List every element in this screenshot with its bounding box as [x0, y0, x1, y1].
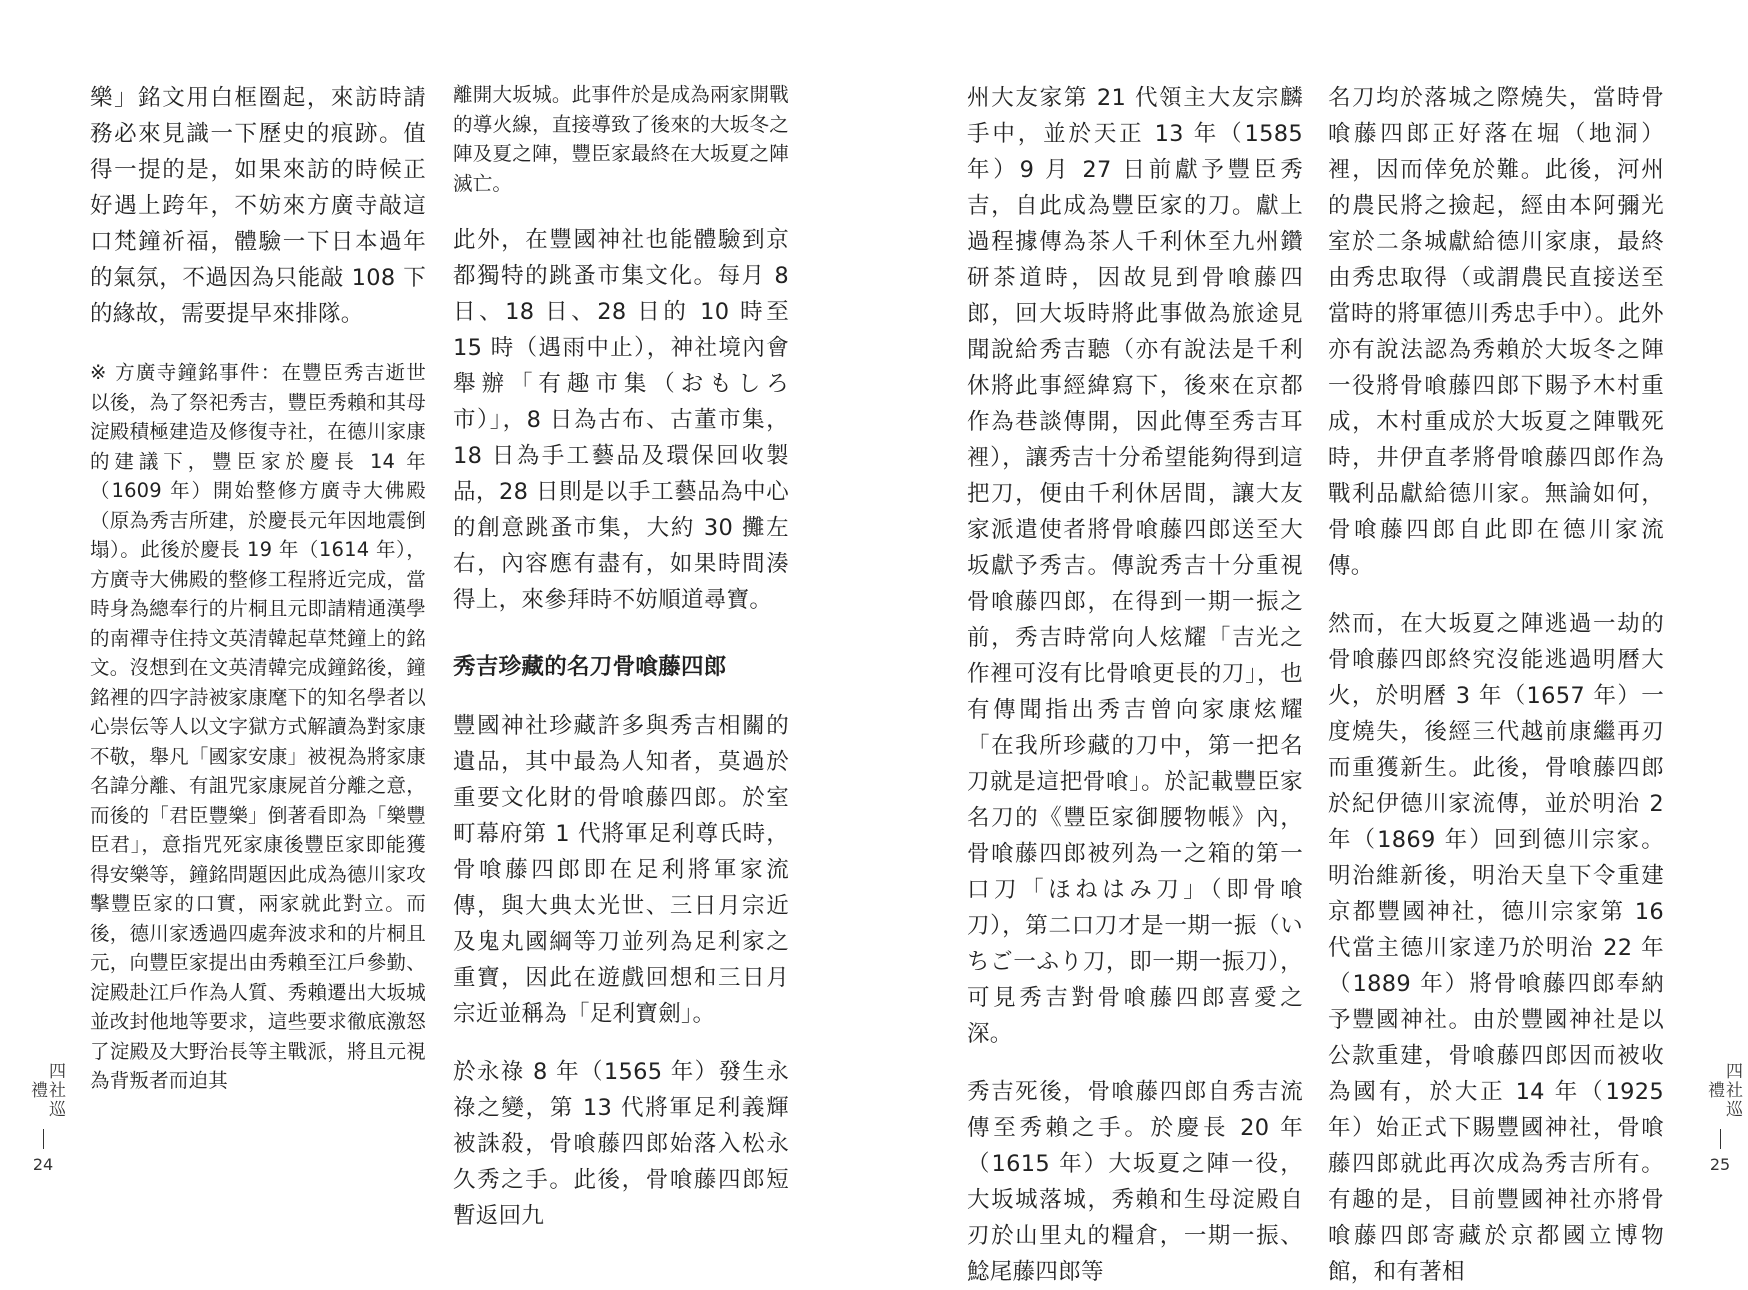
paragraph-eiroku-incident: 於永祿 8 年（1565 年）發生永祿之變，第 13 代將軍足利義輝被誅殺，骨喰藤四郎始落入松永久秀之手。此後，骨喰藤四郎短暫返回九	[453, 1059, 789, 1229]
paragraph-flea-market: 此外，在豐國神社也能體驗到京都獨特的跳蚤市集文化。每月 8 日、18 日、28 日的 10 時至 15 時（遇雨中止），神社境內會舉辦「有趣市集（おもしろ市）」，8 日為古布、古董市集，18 日為手工藝品及環保回收製品，28 日則是以手工藝品為中心的創意跳蚤市集，大約 30 攤左右，內容應有盡有，如果時間湊得上，來參拜時不妨順道尋寶。	[453, 227, 789, 613]
paragraph-survival: 名刀均於落城之際燒失，當時骨喰藤四郎正好落在堀（地洞）裡，因而倖免於難。此後，河州的農民將之撿起，經由本阿彌光室於二条城獻給德川家康，最終由秀忠取得（或謂農民直接送至當時的將軍德川秀忠手中）。此外亦有說法認為秀賴於大坂冬之陣一役將骨喰藤四郎下賜予木村重成，木村重成於大坂夏之陣戰死時，井伊直孝將骨喰藤四郎作為戰利品獻給德川家。無論如何，骨喰藤四郎自此即在德川家流傳。	[1328, 85, 1664, 579]
left-side-divider	[43, 1129, 44, 1149]
paragraph-after-hideyoshi: 秀吉死後，骨喰藤四郎自秀吉流傳至秀賴之手。於慶長 20 年（1615 年）大坂夏之陣一役，大坂城落城，秀賴和生母淀殿自刃於山里丸的糧倉，一期一振、鯰尾藤四郎等	[967, 1079, 1303, 1285]
footnote-bell-inscription-incident: ※ 方廣寺鐘銘事件：在豐臣秀吉逝世以後，為了祭祀秀吉，豐臣秀賴和其母淀殿積極建造及修復寺社，在德川家康的建議下，豐臣家於慶長 14 年（1609 年）開始整修方廣寺大佛殿（原為秀吉所建，於慶長元年因地震倒塌）。此後於慶長 19 年（1614 年），方廣寺大佛殿的整修工程將近完成，當時身為總奉行的片桐且元即請精通漢學的南禪寺住持文英清韓起草梵鐘上的銘文。沒想到在文英清韓完成鐘銘後，鐘銘裡的四字詩被家康麾下的知名學者以心崇伝等人以文字獄方式解讀為對家康不敬，舉凡「國家安康」被視為將家康名諱分離、有詛咒家康屍首分離之意，而後的「君臣豐樂」倒著看即為「樂豐臣君」，意指咒死家康後豐臣家即能獲得安樂等，鐘銘問題因此成為德川家攻擊豐臣家的口實，兩家就此對立。而後，德川家透過四處奔波求和的片桐且元，向豐臣家提出由秀賴至江戶參勤、淀殿赴江戶作為人質、秀賴遷出大坂城並改封他地等要求，這些要求徹底激怒了淀殿及大野治長等主戰派，將且元視為背叛者而迫其	[90, 361, 426, 1092]
left-page-marker	[27, 1055, 65, 1174]
right-page-number: 25	[1709, 1155, 1731, 1174]
left-column-2	[453, 80, 789, 1234]
right-page-marker	[1704, 1055, 1742, 1174]
paragraph-bell-visit: 樂」銘文用白框圈起，來訪時請務必來見識一下歷史的痕跡。值得一提的是，如果來訪的時候正好遇上跨年，不妨來方廣寺敲這口梵鐘祈福，體驗一下日本過年的氣氛，不過因為只能敲 108 下的緣故，需要提早來排隊。	[90, 85, 426, 327]
right-side-title: 四社巡禮	[1704, 1061, 1742, 1119]
left-page-number: 24	[32, 1155, 54, 1174]
right-column-1	[967, 80, 1303, 1290]
footnote-continuation: 離開大坂城。此事件於是成為兩家開戰的導火線，直接導致了後來的大坂冬之陣及夏之陣，豐臣家最終在大坂夏之陣滅亡。	[453, 83, 789, 195]
paragraph-otomo-to-hideyoshi: 州大友家第 21 代領主大友宗麟手中，並於天正 13 年（1585 年）9 月 27 日前獻予豐臣秀吉，自此成為豐臣家的刀。獻上過程據傳為茶人千利休至九州鑽研茶道時，因故見到骨喰藤四郎，回大坂時將此事做為旅途見聞說給秀吉聽（亦有說法是千利休將此事經緯寫下，後來在京都作為巷談傳開，因此傳至秀吉耳裡），讓秀吉十分希望能夠得到這把刀，便由千利休居間，讓大友家派遣使者將骨喰藤四郎送至大坂獻予秀吉。傳說秀吉十分重視骨喰藤四郎，在得到一期一振之前，秀吉時常向人炫耀「吉光之作裡可沒有比骨喰更長的刀」，也有傳聞指出秀吉曾向家康炫耀「在我所珍藏的刀中，第一把名刀就是這把骨喰」。於記載豐臣家名刀的《豐臣家御腰物帳》內，骨喰藤四郎被列為一之箱的第一口刀「ほねはみ刀」（即骨喰刀），第二口刀才是一期一振（いちご一ふり刀，即一期一振刀），可見秀吉對骨喰藤四郎喜愛之深。	[967, 85, 1303, 1047]
paragraph-meireki-fire: 然而，在大坂夏之陣逃過一劫的骨喰藤四郎終究沒能逃過明曆大火，於明曆 3 年（1657 年）一度燒失，後經三代越前康繼再刃而重獲新生。此後，骨喰藤四郎於紀伊德川家流傳，並於明治 2 年（1869 年）回到德川宗家。明治維新後，明治天皇下令重建京都豐國神社，德川宗家第 16 代當主德川家達乃於明治 22 年（1889 年）將骨喰藤四郎奉納予豐國神社。由於豐國神社是以公款重建，骨喰藤四郎因而被收為國有，於大正 14 年（1925 年）始正式下賜豐國神社，骨喰藤四郎就此再次成為秀吉所有。有趣的是，目前豐國神社亦將骨喰藤四郎寄藏於京都國立博物館，和有著相	[1328, 611, 1664, 1285]
left-column-1	[90, 80, 426, 1096]
paragraph-honebami-origin: 豐國神社珍藏許多與秀吉相關的遺品，其中最為人知者，莫過於重要文化財的骨喰藤四郎。於室町幕府第 1 代將軍足利尊氏時，骨喰藤四郎即在足利將軍家流傳，與大典太光世、三日月宗近及鬼丸國綱等刀並列為足利家之重寶，因此在遊戲回想和三日月宗近並稱為「足利寶劍」。	[453, 713, 789, 1027]
section-heading-honebami: 秀吉珍藏的名刀骨喰藤四郎	[453, 654, 727, 680]
right-side-divider	[1720, 1129, 1721, 1149]
right-column-2	[1328, 80, 1664, 1290]
left-side-title: 四社巡禮	[27, 1061, 65, 1119]
